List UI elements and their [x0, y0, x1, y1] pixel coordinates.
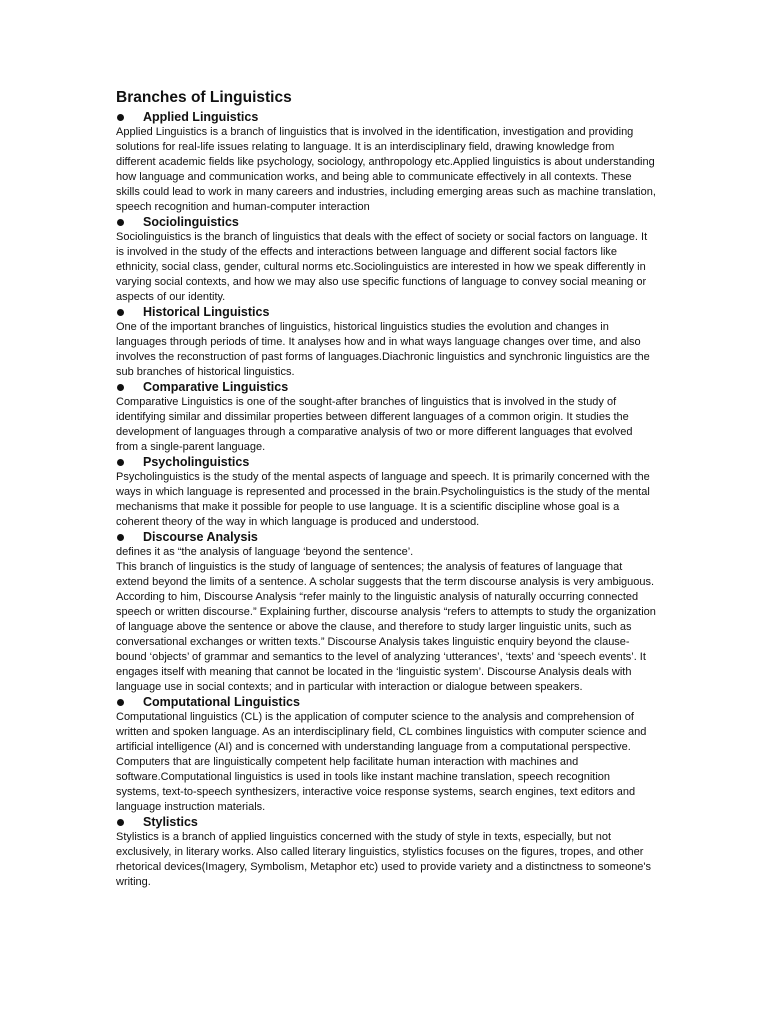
section-heading: [116, 305, 656, 320]
section-paragraph: Computational linguistics (CL) is the application of computer science to the analysis and comprehension of written and spoken language. As an interdisciplinary field, CL combines linguistics with computer science and artificial intelligence (AI) and is concerned with understanding language from a computational perspective. Computers that are linguistically competent help facilitate human interaction with machines and software.Computational linguistics is used in tools like instant machine translation, speech recognition systems, text-to-speech synthesizers, interactive voice response systems, search engines, text editors and language instruction materials.: [116, 711, 647, 813]
section-paragraph: Comparative Linguistics is one of the sought-after branches of linguistics that is involved in the study of identifying similar and dissimilar properties between different languages of a common origin. It studies the development of languages through a comparative analysis of two or more different languages that evolved from a single-parent language.: [116, 396, 633, 453]
section-heading: [116, 530, 656, 545]
section-heading-text: Sociolinguistics: [143, 215, 239, 229]
section-historical-linguistics: [116, 305, 656, 380]
section-psycholinguistics: [116, 455, 656, 530]
section-computational-linguistics: [116, 695, 656, 815]
bullet-icon: [117, 114, 124, 121]
section-discourse-analysis: [116, 530, 656, 695]
section-heading: [116, 215, 656, 230]
section-heading-text: Computational Linguistics: [143, 695, 300, 709]
section-heading-text: Stylistics: [143, 815, 198, 829]
section-heading: [116, 695, 656, 710]
section-heading-text: Psycholinguistics: [143, 455, 250, 469]
section-paragraph: Stylistics is a branch of applied linguistics concerned with the study of style in texts, especially, but not exclusively, in literary works. Also called literary linguistics, stylistics focuses on the figures, tropes, and other rhetorical devices(Imagery, Symbolism, Metaphor etc) used to provide variety and a distinctness to someone's writing.: [116, 831, 652, 888]
section-heading-text: Discourse Analysis: [143, 530, 258, 544]
section-heading-text: Historical Linguistics: [143, 305, 270, 319]
section-paragraph: Psycholinguistics is the study of the mental aspects of language and speech. It is primarily concerned with the ways in which language is represented and processed in the brain.Psycholinguistics is the study of the mental mechanisms that make it possible for people to use language. It is a scientific discipline whose goal is a coherent theory of the way in which language is produced and understood.: [116, 471, 650, 528]
section-heading: [116, 110, 656, 125]
section-heading: [116, 815, 656, 830]
bullet-icon: [117, 219, 124, 226]
section-paragraph: Applied Linguistics is a branch of linguistics that is involved in the identification, investigation and providing solutions for real-life issues relating to language. It is an interdisciplinary field, drawing knowledge from different academic fields like psychology, sociology, anthropology etc.Applied linguistics is about understanding how language and communication works, and being able to communicate effectively in all contexts. These skills could lead to work in many careers and industries, including emerging areas such as machine translation, speech recognition and human-computer interaction: [116, 126, 656, 213]
bullet-icon: [117, 819, 124, 826]
section-paragraph: defines it as “the analysis of language ‘beyond the sentence’.: [116, 546, 414, 558]
section-heading: [116, 455, 656, 470]
section-applied-linguistics: [116, 110, 656, 215]
bullet-icon: [117, 459, 124, 466]
section-sociolinguistics: [116, 215, 656, 305]
section-paragraph: One of the important branches of linguistics, historical linguistics studies the evolution and changes in languages through periods of time. It analyses how and in what ways language changes over time, and also involves the reconstruction of past forms of languages.Diachronic linguistics and synchronic linguistics are the sub branches of historical linguistics.: [116, 321, 650, 378]
bullet-icon: [117, 309, 124, 316]
bullet-icon: [117, 534, 124, 541]
bullet-icon: [117, 384, 124, 391]
bullet-icon: [117, 699, 124, 706]
document-page: [116, 88, 656, 890]
document-title: Branches of Linguistics: [116, 89, 292, 106]
section-heading: [116, 380, 656, 395]
section-paragraph: This branch of linguistics is the study of language of sentences; the analysis of features of language that extend beyond the limits of a sentence. A scholar suggests that the term discourse analysis is very ambiguous. According to him, Discourse Analysis “refer mainly to the linguistic analysis of naturally occurring connected speech or written discourse.” Explaining further, discourse analysis “refers to attempts to study the organization of language above the sentence or above the clause, and therefore to study larger linguistic units, such as conversational exchanges or written texts.” Discourse Analysis takes linguistic enquiry beyond the clause-bound ‘objects’ of grammar and semantics to the level of analyzing ‘utterances’, ‘texts’ and ‘speech events’. It engages itself with meaning that cannot be located in the ‘linguistic system’. Discourse Analysis deals with language use in social contexts; and in particular with interaction or dialogue between speakers.: [116, 561, 656, 693]
section-heading-text: Comparative Linguistics: [143, 380, 289, 394]
section-paragraph: Sociolinguistics is the branch of linguistics that deals with the effect of society or social factors on language. It is involved in the study of the effects and interactions between language and different social factors like ethnicity, social class, gender, cultural norms etc.Sociolinguistics are interested in how we speak differently in varying social contexts, and how we may also use specific functions of language to convey social meaning or aspects of our identity.: [116, 231, 648, 303]
section-stylistics: [116, 815, 656, 890]
section-comparative-linguistics: [116, 380, 656, 455]
section-heading-text: Applied Linguistics: [143, 110, 259, 124]
